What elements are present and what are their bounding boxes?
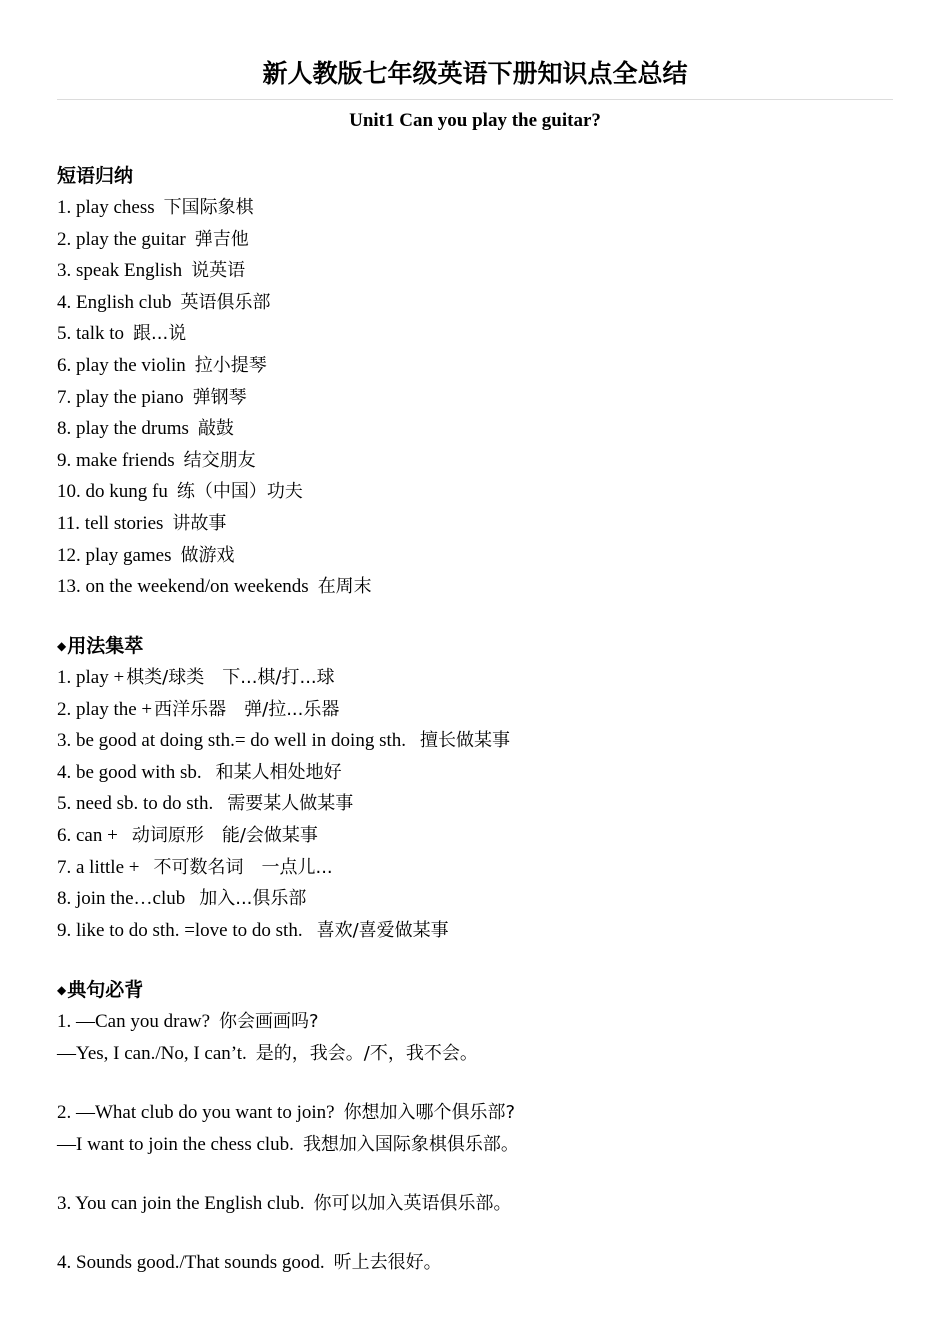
phrase-zh: 弹吉他: [194, 228, 249, 250]
sentence-en: 4. Sounds good./That sounds good.: [57, 1252, 325, 1273]
usage-en: 9. like to do sth. =love to do sth.: [57, 919, 303, 941]
sentence-group: [57, 1247, 937, 1279]
sentences-heading: [57, 975, 917, 1006]
diamond-bullet-icon: ◆: [57, 639, 67, 653]
usages-section: [57, 631, 917, 946]
usages-heading: [57, 631, 917, 662]
sentence-en: 2. —What club do you want to join?: [57, 1102, 335, 1123]
list-item: [57, 255, 917, 287]
usage-zh: 动词原形 能/会做某事: [131, 824, 318, 846]
list-item: [57, 224, 917, 256]
sentence-en: 3. You can join the English club.: [57, 1193, 305, 1214]
list-item: [57, 445, 917, 477]
sentence-en: —Yes, I can./No, I can’t.: [57, 1042, 247, 1064]
sentences-heading-text: 典句必背: [67, 979, 144, 1001]
list-item: [57, 915, 917, 947]
list-item: [57, 788, 917, 820]
list-item: [57, 883, 917, 915]
phrase-zh: 说英语: [191, 260, 246, 282]
sentence-line: [57, 1006, 937, 1038]
sentence-zh: 听上去很好。: [333, 1252, 442, 1273]
list-item: [57, 694, 917, 726]
list-item: [57, 662, 917, 694]
title-divider: [57, 99, 893, 100]
phrase-en: 13. on the weekend/on weekends: [57, 576, 309, 598]
usage-en: 5. need sb. to do sth.: [57, 793, 214, 815]
phrase-en: 7. play the piano: [57, 386, 184, 408]
document-title: 新人教版七年级英语下册知识点全总结: [262, 59, 688, 88]
list-item: [57, 540, 917, 572]
phrase-zh: 结交朋友: [183, 449, 256, 471]
phrase-zh: 跟...说: [133, 323, 187, 345]
usage-en: 1. play +: [57, 667, 125, 688]
phrases-heading: 短语归纳: [57, 165, 134, 187]
list-item: [57, 350, 917, 382]
sentence-line: [57, 1188, 937, 1220]
sentence-group: [57, 1097, 937, 1160]
list-item: [57, 413, 917, 445]
phrase-en: 2. play the guitar: [57, 228, 186, 250]
sentence-group: [57, 1006, 937, 1069]
usage-en: 3. be good at doing sth.= do well in doing sth.: [57, 730, 407, 752]
sentence-zh: 你可以加入英语俱乐部。: [313, 1193, 512, 1214]
list-item: [57, 287, 917, 319]
list-item: [57, 508, 917, 540]
phrase-zh: 在周末: [317, 576, 372, 598]
usage-zh: 棋类/球类 下...棋/打...球: [126, 667, 335, 688]
sentence-zh: 你会画画吗?: [219, 1011, 319, 1032]
sentence-zh: 你想加入哪个俱乐部?: [343, 1102, 516, 1123]
phrase-zh: 拉小提琴: [194, 354, 267, 376]
sentences-section: [57, 975, 917, 1006]
sentence-line: [57, 1247, 937, 1279]
list-item: [57, 571, 917, 603]
phrase-en: 1. play chess: [57, 197, 155, 218]
phrase-en: 6. play the violin: [57, 354, 186, 376]
phrase-en: 3. speak English: [57, 260, 183, 282]
usage-en: 6. can +: [57, 824, 118, 846]
sentence-zh: 是的，我会。/不，我不会。: [255, 1042, 478, 1064]
phrase-en: 4. English club: [57, 291, 172, 313]
list-item: [57, 192, 917, 224]
list-item: [57, 318, 917, 350]
phrase-zh: 英语俱乐部: [180, 291, 271, 313]
phrase-zh: 下国际象棋: [163, 197, 254, 218]
usage-zh: 擅长做某事: [420, 730, 511, 752]
usage-zh: 西洋乐器 弹/拉...乐器: [154, 698, 340, 720]
phrase-en: 11. tell stories: [57, 512, 164, 534]
usage-zh: 和某人相处地好: [215, 761, 342, 783]
sentence-zh: 我想加入国际象棋俱乐部。: [302, 1133, 519, 1155]
phrase-en: 5. talk to: [57, 323, 125, 345]
phrase-zh: 讲故事: [172, 512, 227, 534]
list-item: [57, 820, 917, 852]
usage-en: 7. a little +: [57, 856, 140, 878]
list-item: [57, 852, 917, 884]
phrase-en: 10. do kung fu: [57, 481, 168, 503]
list-item: [57, 725, 917, 757]
usage-en: 8. join the…club: [57, 888, 186, 910]
sentence-group: [57, 1188, 937, 1220]
sentence-en: —I want to join the chess club.: [57, 1133, 294, 1155]
sentence-line: [57, 1097, 937, 1129]
list-item: [57, 757, 917, 789]
unit-title: Unit1 Can you play the guitar?: [349, 110, 601, 131]
usage-zh: 喜欢/喜爱做某事: [316, 919, 449, 941]
phrase-en: 8. play the drums: [57, 418, 189, 440]
phrase-zh: 做游戏: [180, 544, 235, 566]
phrase-zh: 弹钢琴: [192, 386, 247, 408]
sentence-line: [57, 1038, 937, 1070]
phrase-zh: 练（中国）功夫: [176, 481, 303, 503]
usage-zh: 不可数名词 一点儿...: [153, 856, 333, 878]
phrases-section: [57, 161, 917, 603]
usages-heading-text: 用法集萃: [67, 635, 144, 657]
sentence-en: 1. —Can you draw?: [57, 1011, 211, 1032]
diamond-bullet-icon: ◆: [57, 983, 67, 997]
usage-en: 2. play the +: [57, 698, 153, 720]
phrase-en: 9. make friends: [57, 449, 175, 471]
usage-en: 4. be good with sb.: [57, 761, 202, 783]
list-item: [57, 476, 917, 508]
usage-zh: 加入...俱乐部: [199, 888, 307, 910]
usage-zh: 需要某人做某事: [227, 793, 354, 815]
list-item: [57, 382, 917, 414]
phrase-zh: 敲鼓: [197, 418, 234, 440]
phrase-en: 12. play games: [57, 544, 172, 566]
sentence-line: [57, 1129, 937, 1161]
